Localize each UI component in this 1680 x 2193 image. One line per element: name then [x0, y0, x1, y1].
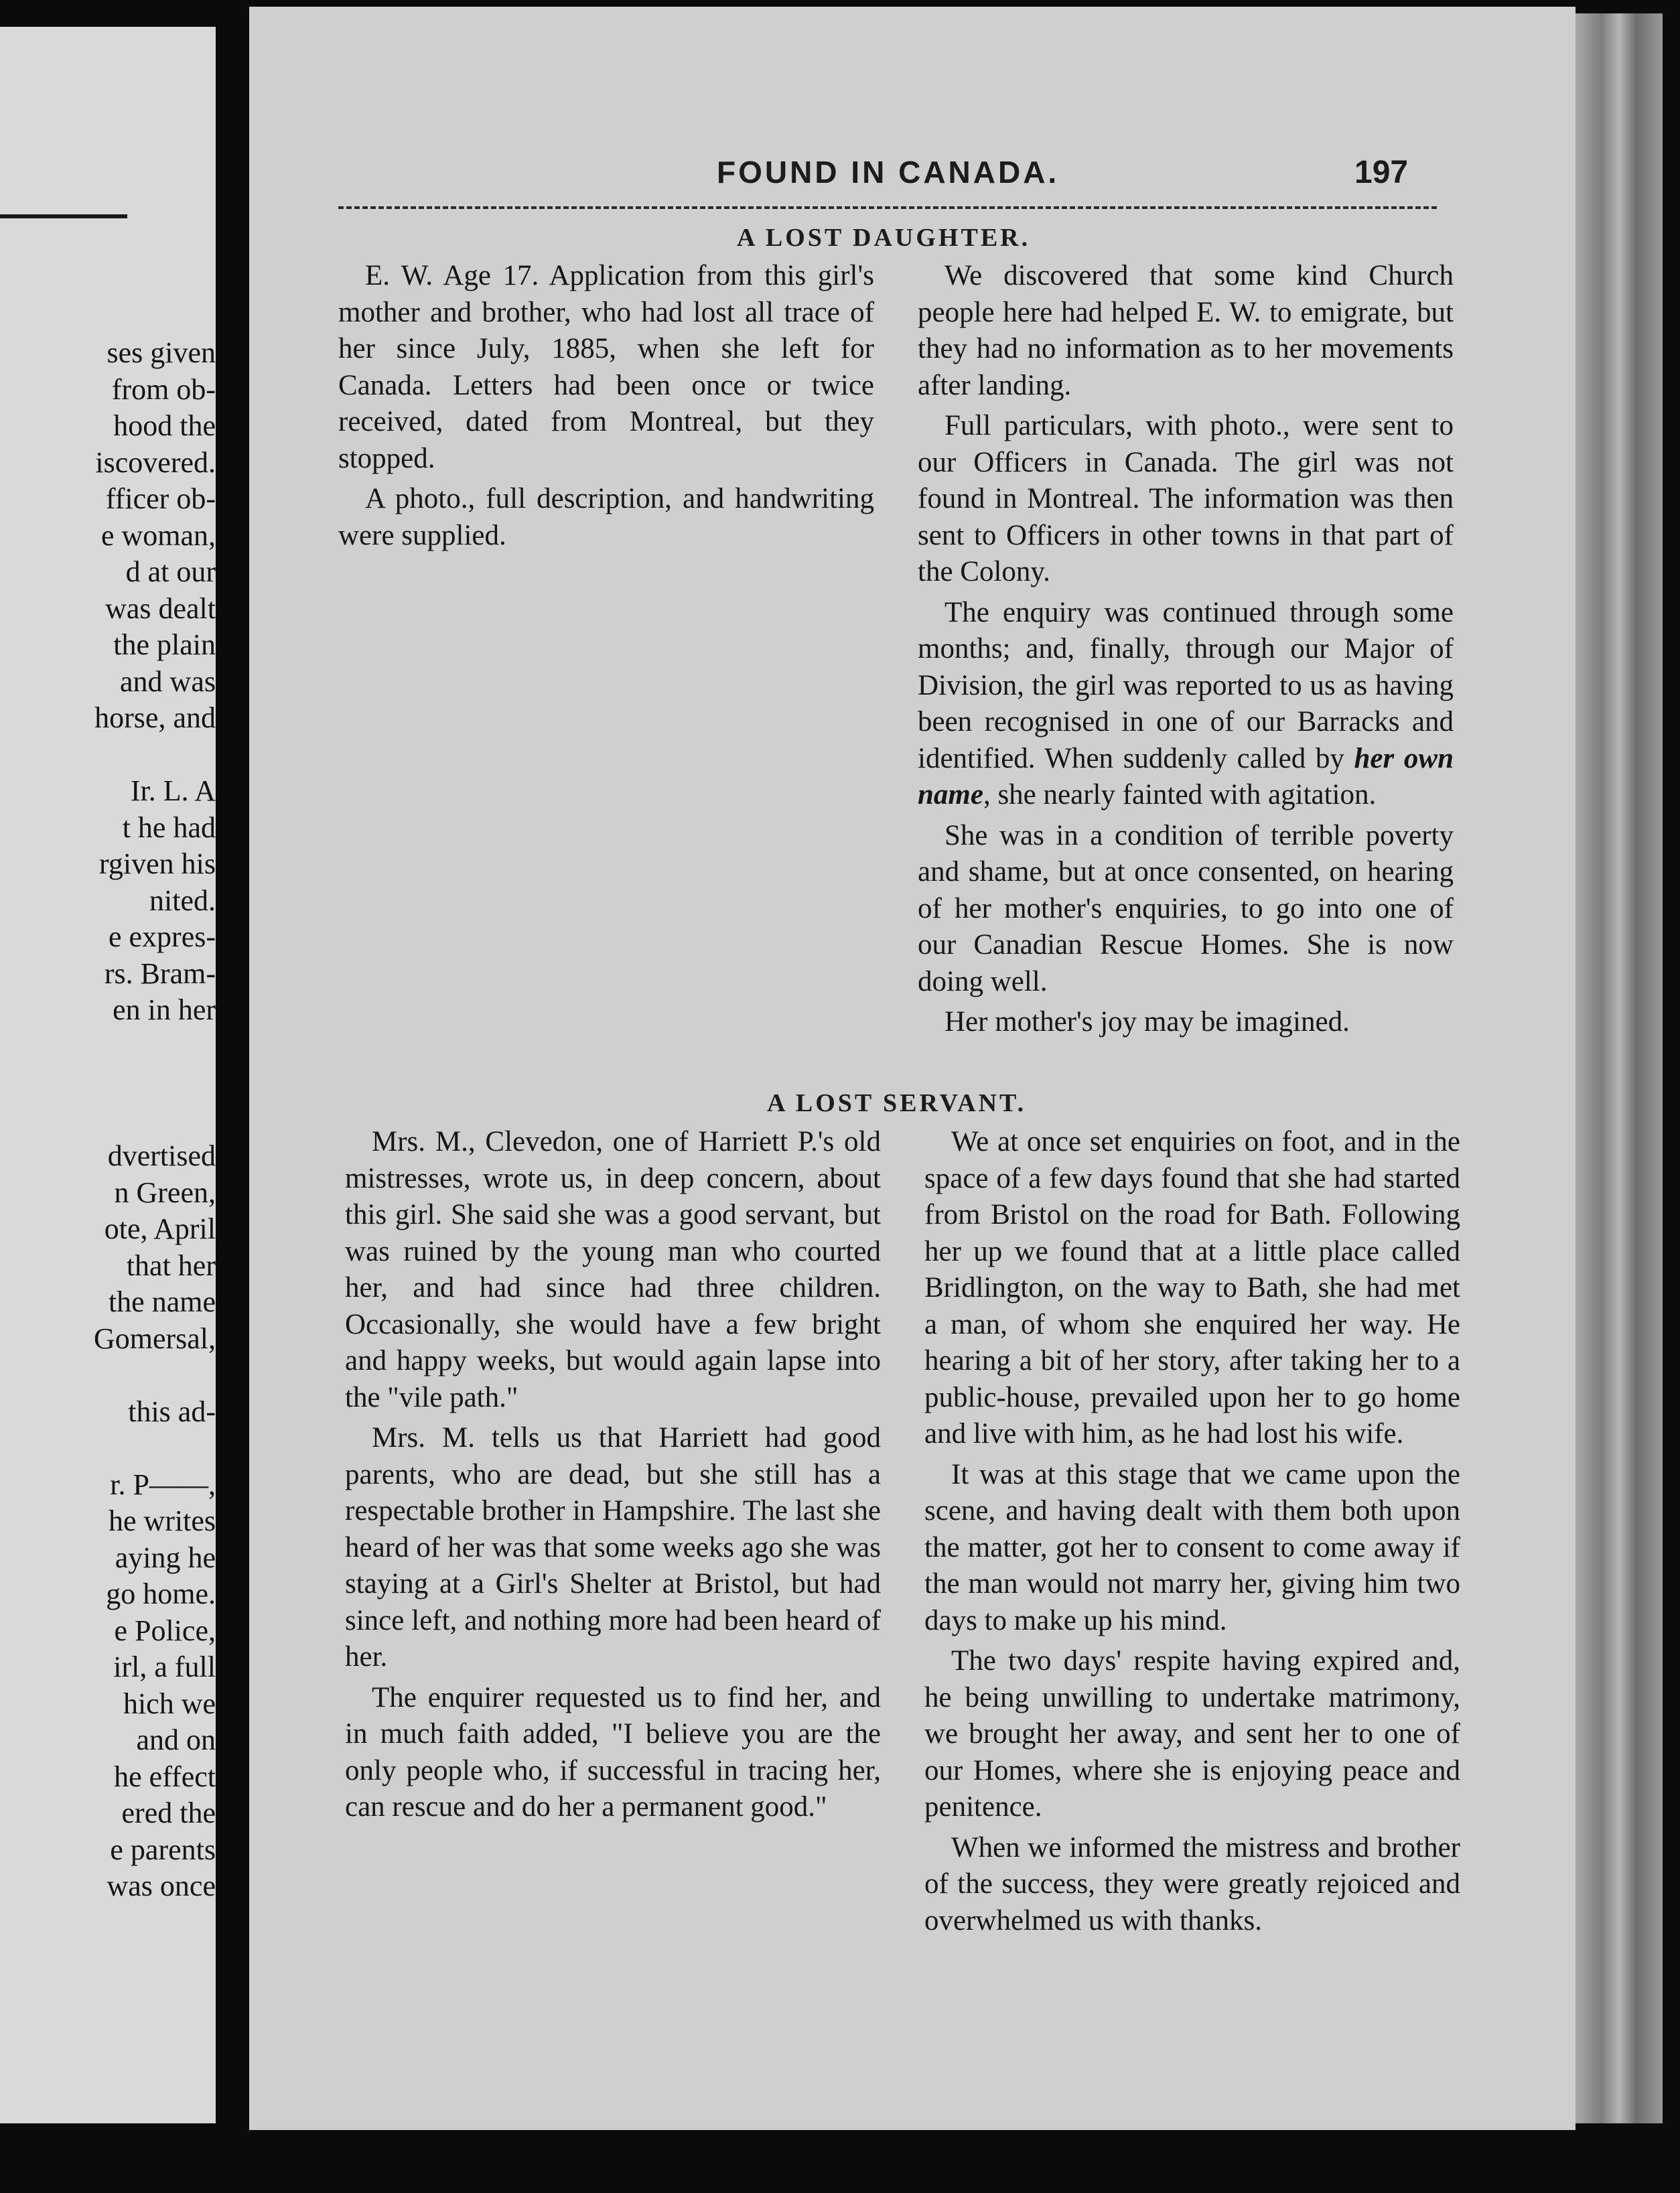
left-page-line: fficer ob- — [105, 482, 216, 515]
left-page-line: and on — [136, 1723, 216, 1756]
left-page-line: n Green, — [114, 1176, 216, 1209]
paragraph: Full particulars, with photo., were sent to our Officers in Canada. The girl was not found in Montreal. The information was then sent to Officers in other towns in that part of the Colony. — [918, 410, 1454, 587]
left-page-line: ses given — [107, 336, 216, 369]
page-header-title: FOUND IN CANADA. — [717, 155, 1060, 190]
paragraph: We discovered that some kind Church people here had helped E. W. to emigrate, but they had no information as to her movements after landing. — [918, 260, 1454, 401]
left-page-line: hich we — [123, 1687, 216, 1720]
called-suffix: , she nearly fainted with agitation. — [983, 779, 1377, 810]
paragraph: We at once set enquiries on foot, and in the space of a few days found that she had started from Bristol on the road for Bath. Following her up we found that at a little place called Bridlington, on the way to Bath, she had met a man, of whom she enquired her way. He hearing a bit of her story, after taking her to a public-house, prevailed upon her to go home and live with him, as he had lost his wife. — [924, 1126, 1460, 1449]
left-page-fragment — [0, 27, 216, 2123]
left-page-line: rgiven his — [99, 847, 216, 880]
left-page-line: rs. Bram- — [104, 957, 216, 990]
left-page-line: ered the — [121, 1796, 216, 1829]
left-page-line: e expres- — [108, 920, 216, 953]
left-page-line: he effect — [114, 1760, 216, 1793]
paragraph: Mrs. M. tells us that Harriett had good parents, who are dead, but she still has a respectable brother in Hampshire. The last she heard of her was that some weeks ago she was staying at a Girl's Shelter at Bristol, but had since left, and nothing more had been heard of her. — [345, 1422, 881, 1673]
left-page-line: ote, April — [104, 1212, 216, 1245]
article-heading-lost-servant: A LOST SERVANT. — [767, 1089, 1027, 1117]
left-page-line: from ob- — [111, 372, 216, 406]
paragraph: When we informed the mistress and brother of the success, they were greatly rejoiced and overwhelmed us with thanks. — [924, 1831, 1460, 1936]
paragraph: The two days' respite having expired and, he being unwilling to undertake matrimony, we brought her away, and sent her to one of our Homes, where she is enjoying peace and penitence. — [924, 1645, 1460, 1823]
paragraph: Mrs. M., Clevedon, one of Harriett P.'s old mistresses, wrote us, in deep concern, about this girl. She said she was a good servant, but was ruined by the young man who courted her, and had since had three children. Occasionally, she would have a few bright and happy weeks, but would again lapse into the "vile path." — [345, 1126, 881, 1413]
left-page-line: that her — [126, 1249, 216, 1282]
paragraph-text: The enquiry was continued through some months; and, finally, through our Major of Division, the girl was reported to us as having been recognised in one of our Barracks and identified. — [918, 596, 1454, 774]
article2-right-column — [924, 1124, 1460, 1943]
left-page-line: iscovered. — [95, 445, 216, 479]
left-page-line: hood the — [113, 409, 216, 442]
left-page-line: dvertised — [107, 1139, 216, 1172]
called-prefix: When suddenly called by — [1044, 742, 1354, 774]
article-heading-lost-daughter: A LOST DAUGHTER. — [737, 224, 1031, 252]
article1-right-column — [918, 258, 1454, 1045]
page-edges — [1576, 13, 1663, 2123]
left-page-line: was dealt — [105, 591, 216, 625]
page-number: 197 — [1354, 155, 1409, 190]
left-page-line: r. P——, — [110, 1468, 216, 1501]
left-page-rule — [0, 214, 127, 218]
article1-left-column — [338, 258, 874, 558]
her-own-name-emphasis: her own name — [918, 742, 1454, 810]
paragraph: The enquirer requested us to find her, and in much faith added, "I believe you are the only people who, if successful in tracing her, can rescue and do her a permanent good." — [345, 1681, 881, 1823]
left-page-line: e woman, — [100, 518, 216, 552]
left-page-line: t he had — [122, 810, 216, 844]
left-page-line: en in her — [113, 993, 216, 1026]
left-page-line: horse, and — [94, 701, 216, 734]
left-page-line: this ad- — [128, 1395, 216, 1428]
left-page-line: he writes — [108, 1504, 216, 1537]
left-page-line: nited. — [149, 883, 216, 917]
left-page-line: the name — [108, 1285, 216, 1318]
left-page-line: d at our — [125, 555, 216, 588]
paragraph — [918, 595, 1454, 814]
left-page-line: Gomersal, — [93, 1322, 216, 1355]
left-page-line: and was — [120, 664, 216, 698]
left-page-line: was once — [107, 1869, 216, 1902]
header-rule — [338, 206, 1437, 209]
left-page-line: irl, a full — [113, 1650, 216, 1683]
left-page-line: aying he — [115, 1541, 216, 1574]
article2-left-column — [345, 1124, 881, 1830]
paragraph: Her mother's joy may be imagined. — [944, 1006, 1350, 1038]
paragraph: It was at this stage that we came upon the scene, and having dealt with them both upon the matter, got her to consent to come away if the man would not marry her, giving him two days to make up his mind. — [924, 1458, 1460, 1636]
paragraph: E. W. Age 17. Application from this girl's mother and brother, who had lost all trace of her since July, 1885, when she left for Canada. Letters had been once or twice received, dated from Montreal, but they stopped. — [338, 260, 874, 474]
left-page-line: go home. — [106, 1577, 216, 1610]
left-page-line: Ir. L. A — [130, 774, 216, 807]
left-page-line: e parents — [110, 1833, 216, 1866]
left-page-line: e Police, — [114, 1614, 216, 1647]
left-page-line: the plain — [113, 628, 216, 661]
paragraph: A photo., full description, and handwriting were supplied. — [338, 483, 874, 551]
paragraph: She was in a condition of terrible poverty and shame, but at once consented, on hearing of her mother's enquiries, to go into one of our Canadian Rescue Homes. She is now doing well. — [918, 819, 1454, 997]
